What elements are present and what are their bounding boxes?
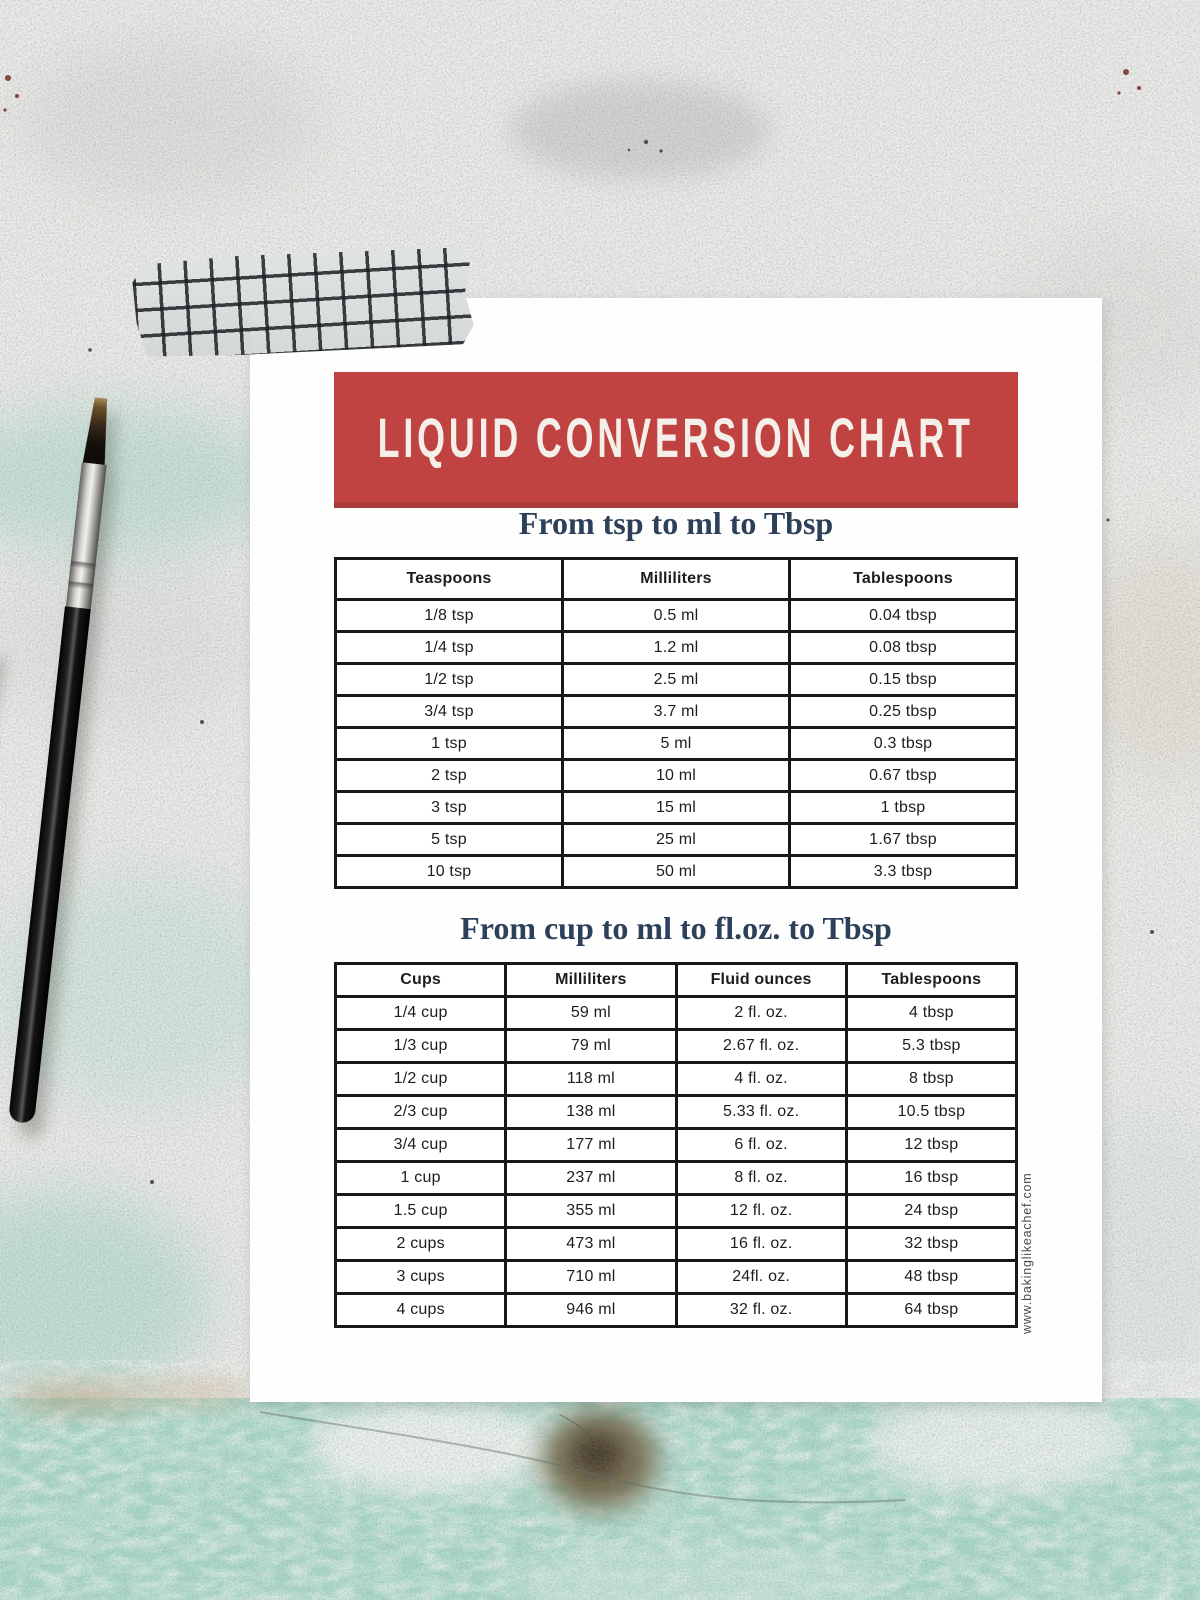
- table-cell: 1/8 tsp: [336, 600, 563, 632]
- table-row: [336, 600, 1017, 632]
- table-row: [336, 856, 1017, 888]
- table-cell: 6 fl. oz.: [676, 1129, 846, 1162]
- table-cell: 1/3 cup: [336, 1030, 506, 1063]
- table-cell: 2/3 cup: [336, 1096, 506, 1129]
- table-cell: 50 ml: [563, 856, 790, 888]
- table-row: [336, 1294, 1017, 1327]
- table-cell: 5.3 tbsp: [846, 1030, 1016, 1063]
- table-row: [336, 1063, 1017, 1096]
- table-cell: 5 ml: [563, 728, 790, 760]
- table-cell: 16 fl. oz.: [676, 1228, 846, 1261]
- table1-subtitle: From tsp to ml to Tbsp: [518, 505, 834, 541]
- table-cell: 473 ml: [506, 1228, 676, 1261]
- table-cell: 12 fl. oz.: [676, 1195, 846, 1228]
- header-cell: Milliliters: [506, 964, 676, 997]
- table-row: [336, 824, 1017, 856]
- table-cell: 32 fl. oz.: [676, 1294, 846, 1327]
- header-cell: Tablespoons: [846, 964, 1016, 997]
- table-cell: 4 cups: [336, 1294, 506, 1327]
- table-cell: 24 tbsp: [846, 1195, 1016, 1228]
- printable-page: [250, 298, 1102, 1402]
- table-cell: 2 tsp: [336, 760, 563, 792]
- table-cell: 1.2 ml: [563, 632, 790, 664]
- table-cell: 4 tbsp: [846, 997, 1016, 1030]
- table2-subtitle: From cup to ml to fl.oz. to Tbsp: [460, 910, 892, 946]
- table-row: [336, 1030, 1017, 1063]
- table-cell: 79 ml: [506, 1030, 676, 1063]
- brush-bristles: [83, 397, 112, 465]
- table-cell: 946 ml: [506, 1294, 676, 1327]
- table-cell: 59 ml: [506, 997, 676, 1030]
- table-cell: 1/2 tsp: [336, 664, 563, 696]
- table-cell: 10 tsp: [336, 856, 563, 888]
- table-cell: 2 fl. oz.: [676, 997, 846, 1030]
- table-cell: 1/4 cup: [336, 997, 506, 1030]
- table-cell: 8 fl. oz.: [676, 1162, 846, 1195]
- header-cell: Teaspoons: [336, 559, 563, 600]
- header-cell: Milliliters: [563, 559, 790, 600]
- header-cell: Cups: [336, 964, 506, 997]
- watermark-url: www.bakinglikeachef.com: [1020, 1172, 1034, 1334]
- table-cell: 355 ml: [506, 1195, 676, 1228]
- table-row: [336, 1261, 1017, 1294]
- table-cell: 0.3 tbsp: [790, 728, 1017, 760]
- table-cell: 3.3 tbsp: [790, 856, 1017, 888]
- table-row: [336, 1096, 1017, 1129]
- table-cell: 177 ml: [506, 1129, 676, 1162]
- table-cell: 3/4 cup: [336, 1129, 506, 1162]
- table-row: [336, 1195, 1017, 1228]
- table-cell: 5.33 fl. oz.: [676, 1096, 846, 1129]
- table-cell: 8 tbsp: [846, 1063, 1016, 1096]
- table-cell: 64 tbsp: [846, 1294, 1016, 1327]
- cup-conversion-table: [334, 962, 1018, 1328]
- table-cell: 0.67 tbsp: [790, 760, 1017, 792]
- table-cell: 0.25 tbsp: [790, 696, 1017, 728]
- table-cell: 118 ml: [506, 1063, 676, 1096]
- table-cell: 0.08 tbsp: [790, 632, 1017, 664]
- table-cell: 2.67 fl. oz.: [676, 1030, 846, 1063]
- table-cell: 10 ml: [563, 760, 790, 792]
- table-row: [336, 792, 1017, 824]
- table-row: [336, 1162, 1017, 1195]
- table-row: [336, 1129, 1017, 1162]
- table-cell: 4 fl. oz.: [676, 1063, 846, 1096]
- table-cell: 10.5 tbsp: [846, 1096, 1016, 1129]
- table-cell: 0.15 tbsp: [790, 664, 1017, 696]
- table-cell: 1 tsp: [336, 728, 563, 760]
- table-row: [336, 760, 1017, 792]
- table-cell: 3 cups: [336, 1261, 506, 1294]
- table-cell: 1 tbsp: [790, 792, 1017, 824]
- table-cell: 12 tbsp: [846, 1129, 1016, 1162]
- header-row: [336, 559, 1017, 600]
- table-cell: 3 tsp: [336, 792, 563, 824]
- table-cell: 1/2 cup: [336, 1063, 506, 1096]
- title-banner: [334, 372, 1018, 508]
- table-cell: 3.7 ml: [563, 696, 790, 728]
- table-cell: 25 ml: [563, 824, 790, 856]
- table-cell: 3/4 tsp: [336, 696, 563, 728]
- table-cell: 138 ml: [506, 1096, 676, 1129]
- table-cell: 1.5 cup: [336, 1195, 506, 1228]
- page-title: LIQUID CONVERSION CHART: [377, 405, 975, 469]
- table-cell: 15 ml: [563, 792, 790, 824]
- table-row: [336, 1228, 1017, 1261]
- table-cell: 2 cups: [336, 1228, 506, 1261]
- table-row: [336, 997, 1017, 1030]
- header-cell: Tablespoons: [790, 559, 1017, 600]
- header-row: [336, 964, 1017, 997]
- table-row: [336, 632, 1017, 664]
- table-cell: 16 tbsp: [846, 1162, 1016, 1195]
- table-cell: 0.5 ml: [563, 600, 790, 632]
- table-cell: 710 ml: [506, 1261, 676, 1294]
- table-cell: 32 tbsp: [846, 1228, 1016, 1261]
- table-cell: 1 cup: [336, 1162, 506, 1195]
- table-cell: 24fl. oz.: [676, 1261, 846, 1294]
- header-cell: Fluid ounces: [676, 964, 846, 997]
- table-cell: 48 tbsp: [846, 1261, 1016, 1294]
- table-cell: 0.04 tbsp: [790, 600, 1017, 632]
- table-cell: 1/4 tsp: [336, 632, 563, 664]
- table-row: [336, 728, 1017, 760]
- table-row: [336, 664, 1017, 696]
- table-cell: 5 tsp: [336, 824, 563, 856]
- table-cell: 2.5 ml: [563, 664, 790, 696]
- table-cell: 1.67 tbsp: [790, 824, 1017, 856]
- tsp-conversion-table: [334, 557, 1018, 889]
- table-row: [336, 696, 1017, 728]
- table-cell: 237 ml: [506, 1162, 676, 1195]
